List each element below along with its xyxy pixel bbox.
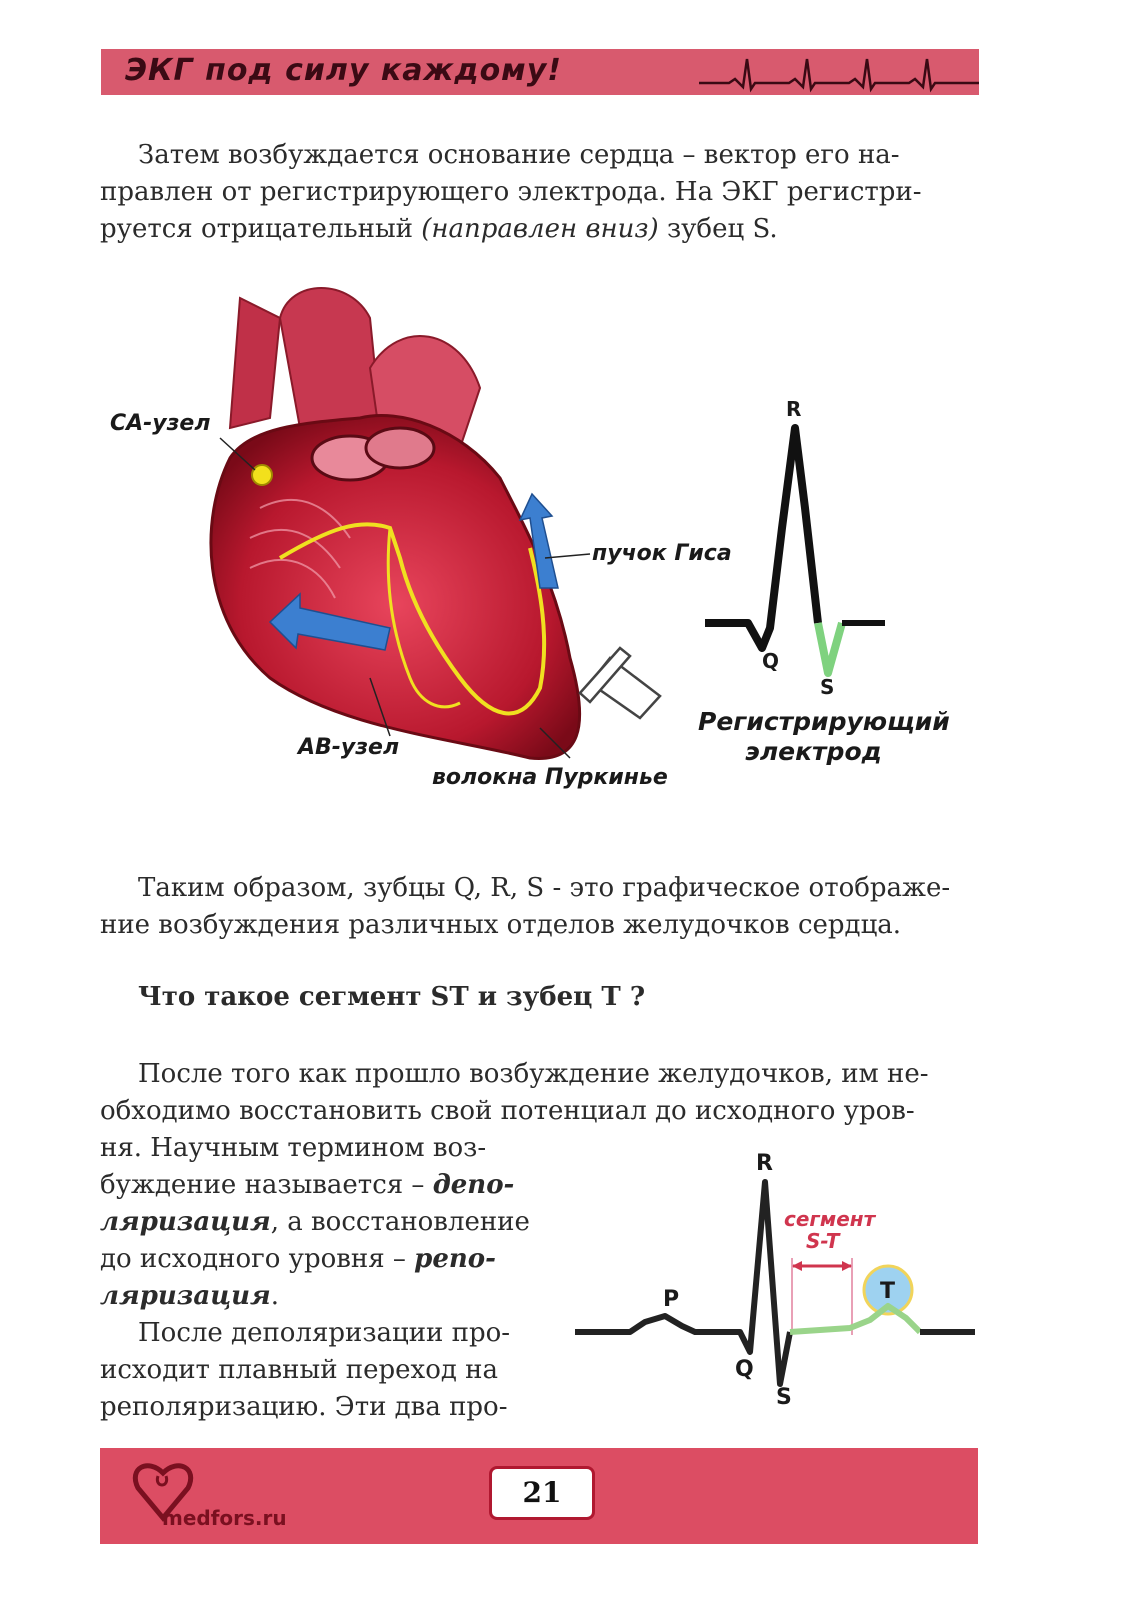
- s-wave-segment: [818, 623, 842, 673]
- label-p-wave: P: [663, 1287, 680, 1312]
- electrode-icon: [580, 648, 660, 718]
- paragraph-repolarization: [100, 1056, 980, 1130]
- term-repolarization: ляризация: [100, 1281, 271, 1311]
- text-line: После деполяризации про-: [138, 1318, 511, 1348]
- text-segment: , а восстановление: [270, 1207, 530, 1237]
- text-line: обходимо восстановить свой потенциал до исходного уров-: [100, 1096, 915, 1126]
- label-purkinje: волокна Пуркинье: [432, 765, 668, 790]
- text-line: ние возбуждения различных отделов желудочков сердца.: [100, 910, 902, 940]
- arrow-head: [842, 1261, 852, 1271]
- text-segment: руется отрицательный: [100, 214, 422, 244]
- logo-text: medfors.ru: [162, 1506, 287, 1530]
- text-line: Таким образом, зубцы Q, R, S - это графическое отображе-: [138, 873, 951, 903]
- text-line: исходит плавный переход на: [100, 1355, 498, 1385]
- text-segment: буждение называется –: [100, 1170, 433, 1200]
- qrs-baseline-left: [705, 428, 818, 648]
- label-sa-node: СА-узел: [110, 411, 211, 436]
- text-line: [100, 1167, 548, 1204]
- header-title: ЭКГ под силу каждому!: [125, 53, 562, 88]
- text-line: [100, 1278, 548, 1315]
- arrow-head: [792, 1261, 802, 1271]
- text-line: Затем возбуждается основание сердца – вектор его на-: [138, 140, 900, 170]
- page-number: 21: [489, 1466, 595, 1520]
- paragraph-terms: [100, 1130, 548, 1315]
- label-s-wave: S: [820, 675, 835, 699]
- label-electrode-line1: Регистрирующий: [698, 707, 950, 736]
- label-q-wave: Q: [762, 649, 780, 673]
- term-depolarization: депо-: [432, 1170, 515, 1200]
- text-segment: зубец S.: [658, 214, 778, 244]
- text-line: правлен от регистрирующего электрода. На ЭКГ регистри-: [100, 177, 922, 207]
- section-heading: Что такое сегмент ST и зубец T ?: [138, 982, 646, 1012]
- term-depolarization: ляризация: [100, 1207, 271, 1237]
- text-line: ня. Научным термином воз-: [100, 1133, 487, 1163]
- label-electrode-line2: электрод: [745, 737, 882, 766]
- label-r-wave: R: [756, 1151, 773, 1176]
- label-r-wave: R: [786, 397, 802, 421]
- text-line: После того как прошло возбуждение желудочков, им не-: [138, 1059, 929, 1089]
- paragraph-intro: [100, 137, 980, 248]
- page-header: [101, 49, 979, 95]
- label-his-bundle: пучок Гиса: [592, 541, 732, 566]
- sa-node-dot: [252, 465, 272, 485]
- ecg-trace: [575, 1182, 790, 1384]
- label-q-wave: Q: [735, 1357, 754, 1382]
- vessel-shape: [230, 298, 280, 428]
- paragraph-transition: [100, 1315, 548, 1426]
- paragraph-summary: [100, 870, 980, 944]
- text-segment: до исходного уровня –: [100, 1244, 415, 1274]
- text-line: реполяризацию. Эти два про-: [100, 1392, 508, 1422]
- aorta-shape: [280, 288, 380, 428]
- leader-line: [545, 554, 590, 558]
- label-s-wave: S: [776, 1385, 792, 1410]
- italic-text: (направлен вниз): [421, 214, 659, 244]
- heart-conduction-figure: [100, 258, 980, 818]
- label-t-wave: T: [880, 1279, 896, 1304]
- label-av-node: АВ-узел: [298, 735, 400, 760]
- text-segment: .: [270, 1281, 279, 1311]
- term-repolarization: репо-: [414, 1244, 496, 1274]
- header-ecg-decoration: [699, 49, 979, 95]
- valve-ring: [366, 428, 434, 468]
- page-footer: [100, 1448, 978, 1544]
- text-line: [100, 1204, 548, 1241]
- text-line: [100, 1241, 548, 1278]
- label-st-segment-line1: сегмент: [784, 1207, 876, 1231]
- label-st-segment-line2: S-T: [806, 1229, 840, 1253]
- text-line: [100, 211, 980, 248]
- st-segment-ecg-figure: [570, 1130, 990, 1420]
